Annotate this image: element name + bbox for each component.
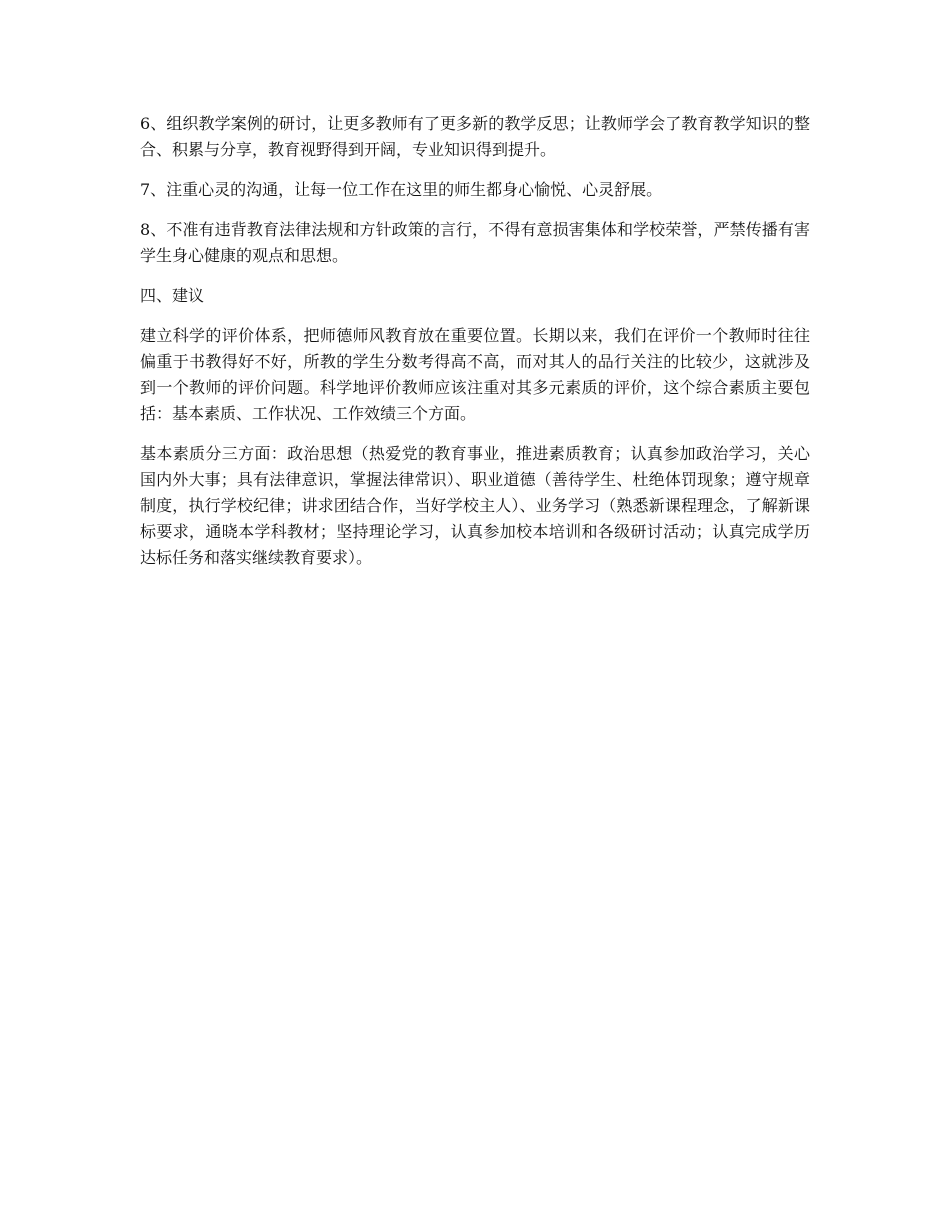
section-heading-suggestions: 四、建议 bbox=[140, 286, 205, 305]
paragraph-evaluation-system: 建立科学的评价体系，把师德师风教育放在重要位置。长期以来，我们在评价一个教师时往往偏重于书教得好不好，所教的学生分数考得高不高，而对其人的品行关注的比较少，这就涉及到一个教师的评价问题。科学地评价教师应该注重对其多元素质的评价，这个综合素质主要包括：基本素质、工作状况、工作效绩三个方面。 bbox=[140, 326, 810, 423]
paragraph-item-7: 7、注重心灵的沟通，让每一位工作在这里的师生都身心愉悦、心灵舒展。 bbox=[140, 180, 663, 199]
paragraph-item-8: 8、不准有违背教育法律法规和方针政策的言行，不得有意损害集体和学校荣誉，严禁传播有害学生身心健康的观点和思想。 bbox=[140, 220, 810, 265]
paragraph-basic-qualities: 基本素质分三方面：政治思想（热爱党的教育事业，推进素质教育；认真参加政治学习，关心国内外大事；具有法律意识，掌握法律常识）、职业道德（善待学生、杜绝体罚现象；遵守规章制度，执行学校纪律；讲求团结合作，当好学校主人）、业务学习（熟悉新课程理念，了解新课标要求，通晓本学科教材；坚持理论学习，认真参加校本培训和各级研讨活动；认真完成学历达标任务和落实继续教育要求）。 bbox=[140, 444, 810, 567]
paragraph-item-6: 6、组织教学案例的研讨，让更多教师有了更多新的教学反思；让教师学会了教育教学知识的整合、积累与分享，教育视野得到开阔，专业知识得到提升。 bbox=[140, 114, 810, 159]
document-body bbox=[140, 111, 810, 585]
